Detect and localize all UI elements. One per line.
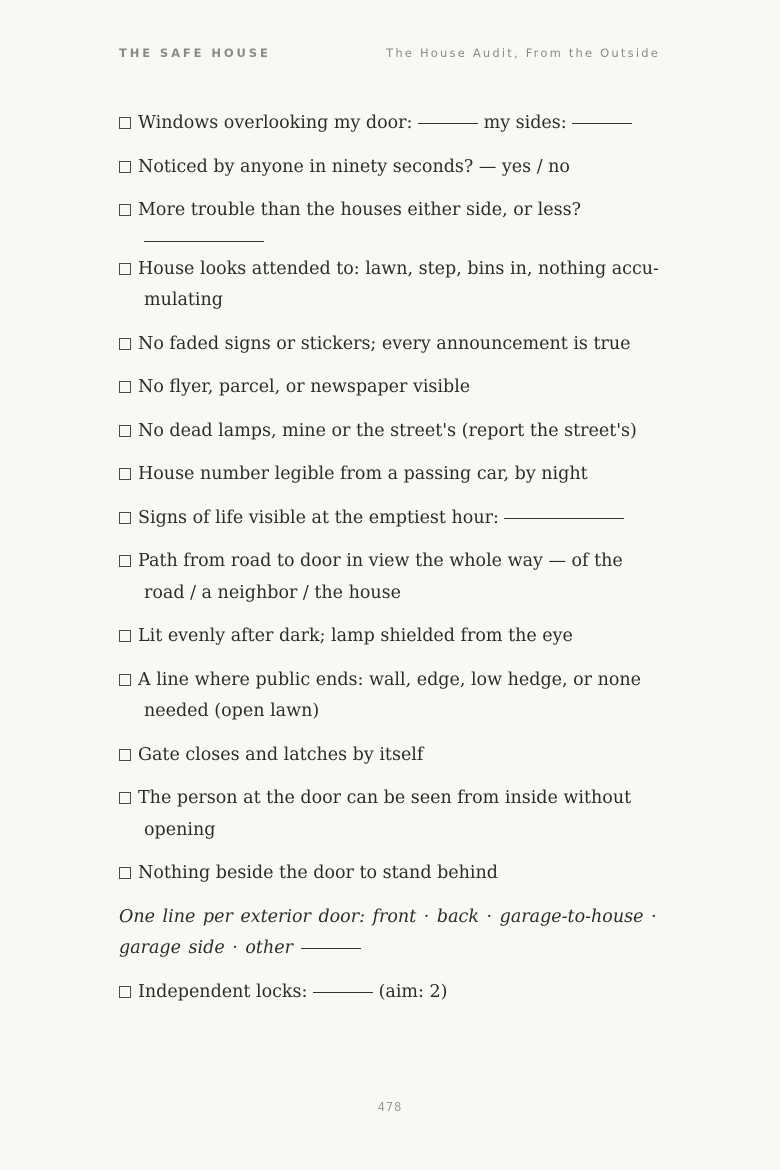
- checklist-item: [119, 372, 664, 404]
- checkbox[interactable]: [119, 425, 131, 437]
- checklist-item: [119, 459, 664, 491]
- checkbox[interactable]: [119, 986, 131, 998]
- checkbox[interactable]: [119, 117, 131, 129]
- item-text: Signs of life visible at the emptiest hour:: [138, 507, 499, 528]
- checklist-item: [119, 108, 664, 140]
- item-text: A line where public ends: wall, edge, low hedge, or none needed (open lawn): [138, 669, 642, 721]
- fill-in-blank[interactable]: [301, 947, 361, 949]
- item-text: Lit evenly after dark; lamp shielded from the eye: [138, 626, 573, 646]
- item-text: (aim: 2): [378, 981, 448, 1002]
- checklist-item: [119, 254, 664, 317]
- fill-in-blank[interactable]: [144, 227, 264, 242]
- book-title: THE SAFE HOUSE: [119, 46, 271, 60]
- item-text: Nothing beside the door to stand behind: [138, 863, 498, 883]
- checkbox[interactable]: [119, 630, 131, 642]
- item-text: The person at the door can be seen from inside without opening: [138, 788, 632, 840]
- item-text: Noticed by anyone in ninety seconds? — yes / no: [138, 156, 570, 177]
- checklist-item: [119, 858, 664, 890]
- item-text: No dead lamps, mine or the street's (report the street's): [138, 420, 637, 441]
- item-text: Path from road to door in view the whole way — of the road / a neighbor / the house: [138, 551, 623, 603]
- checklist-item: [119, 740, 664, 772]
- note-text: One line per exterior door: front · back · garage-to-house · garage side · other: [119, 906, 657, 958]
- checklist-item: [119, 621, 664, 653]
- checkbox[interactable]: [119, 674, 131, 686]
- page-number: 478: [377, 1100, 403, 1114]
- page-body: [119, 108, 664, 1020]
- checkbox[interactable]: [119, 468, 131, 480]
- running-head: [119, 46, 660, 62]
- fill-in-blank[interactable]: [504, 517, 624, 519]
- fill-in-blank[interactable]: [313, 991, 373, 993]
- fill-in-blank[interactable]: [572, 122, 632, 124]
- item-text: Gate closes and latches by itself: [138, 744, 424, 765]
- checkbox[interactable]: [119, 263, 131, 275]
- chapter-title: The House Audit, From the Outside: [386, 46, 660, 60]
- item-text: my sides:: [483, 113, 567, 133]
- item-text: House number legible from a passing car, by night: [138, 464, 588, 484]
- checklist-item: [119, 416, 664, 448]
- item-text: More trouble than the houses either side, or less?: [138, 200, 581, 220]
- item-text: House looks attended to: lawn, step, bins in, nothing accu-mulating: [138, 258, 659, 310]
- door-note: [119, 902, 664, 965]
- item-text: Independent locks:: [138, 981, 308, 1002]
- checklist-item: [119, 783, 664, 846]
- fill-in-blank[interactable]: [418, 122, 478, 124]
- checkbox[interactable]: [119, 867, 131, 879]
- checkbox[interactable]: [119, 792, 131, 804]
- item-text: Windows overlooking my door:: [138, 113, 413, 133]
- checkbox[interactable]: [119, 381, 131, 393]
- item-text: No flyer, parcel, or newspaper visible: [138, 377, 471, 397]
- checkbox[interactable]: [119, 749, 131, 761]
- checklist-item: [119, 503, 664, 535]
- checkbox[interactable]: [119, 512, 131, 524]
- checklist-item: [119, 977, 664, 1009]
- checkbox[interactable]: [119, 204, 131, 216]
- checkbox[interactable]: [119, 338, 131, 350]
- checkbox[interactable]: [119, 555, 131, 567]
- item-text: No faded signs or stickers; every announcement is true: [138, 333, 631, 354]
- checklist-item: [119, 665, 664, 728]
- checklist-item: [119, 329, 664, 361]
- checkbox[interactable]: [119, 161, 131, 173]
- checklist-item: [119, 195, 664, 242]
- checklist-item: [119, 152, 664, 184]
- checklist-item: [119, 546, 664, 609]
